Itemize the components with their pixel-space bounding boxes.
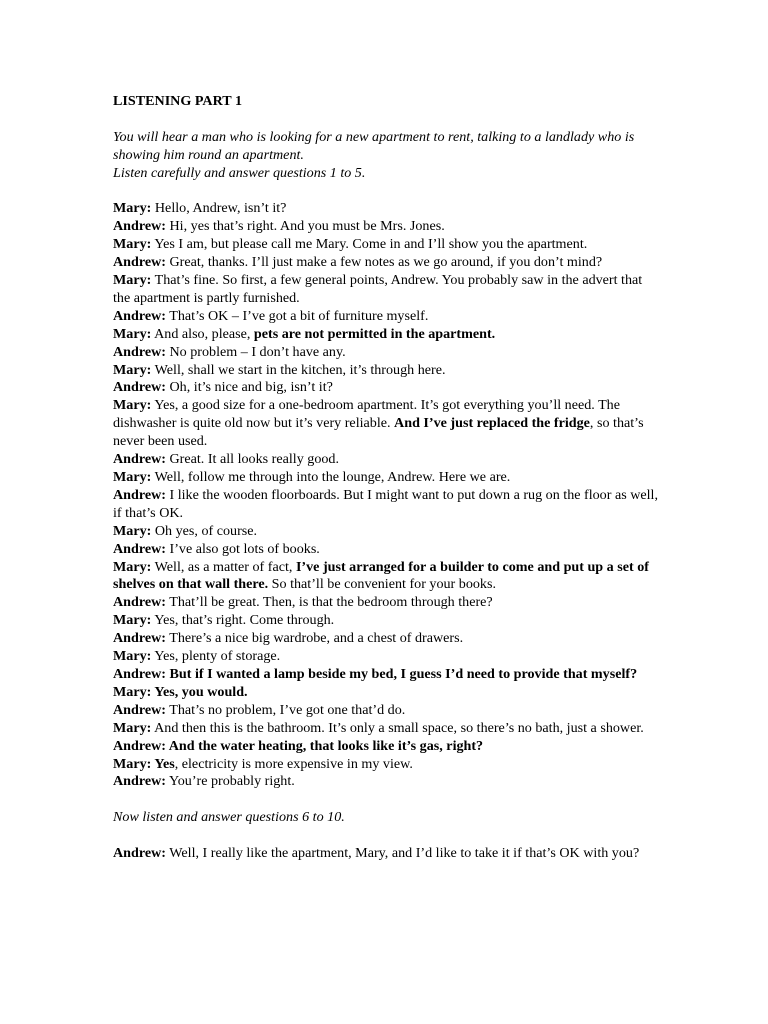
speaker-name: Andrew: [113,486,166,503]
dialogue-text: , electricity is more expensive in my view. [174,755,413,772]
dialogue-text: Hello, Andrew, isn’t it? [151,200,287,217]
emphasized-text: I’ve just arranged for a builder to come and put up a set of shelves on that wall there. [113,558,649,593]
speaker-name: Andrew: [113,737,166,754]
dialogue-line [113,594,661,612]
dialogue-text: That’s fine. So first, a few general points, Andrew. You probably saw in the advert that the apartment is partly furnished. [113,272,643,306]
emphasized-text: And the water heating, that looks like it’s gas, right? [165,737,484,754]
dialogue-text: Well, as a matter of fact, [151,558,296,575]
dialogue-line [113,397,661,451]
dialogue-line [113,630,661,648]
emphasized-text: But if I wanted a lamp beside my bed, I guess I’d need to provide that myself? [165,665,638,682]
dialogue-text: Yes, a good size for a one-bedroom apartment. It’s got everything you’ll need. The dishwasher is quite old now but it’s very reliable. [113,397,620,432]
speaker-name: Mary: [113,558,152,575]
dialogue-text: I like the wooden floorboards. But I might want to put down a rug on the floor as well, if that’s OK. [113,486,658,521]
dialogue-line [113,308,661,326]
speaker-name: Andrew: [113,773,166,790]
dialogue-line [113,326,661,344]
speaker-name: Mary: [113,272,152,289]
spacer [113,827,661,845]
dialogue-line [113,451,661,469]
section-note: Now listen and answer questions 6 to 10. [113,809,345,826]
dialogue-text: Oh, it’s nice and big, isn’t it? [165,379,333,396]
dialogue-line [113,523,661,541]
speaker-name: Andrew: [113,254,166,271]
dialogue-text: Yes I am, but please call me Mary. Come in and I’ll show you the apartment. [151,236,588,253]
speaker-name: Mary: [113,325,152,342]
speaker-name: Mary: [113,361,152,378]
speaker-name: Mary: [113,648,152,665]
dialogue-text: Oh yes, of course. [151,522,258,539]
dialogue-text: Well, shall we start in the kitchen, it’s through here. [151,361,446,378]
dialogue-line [113,756,661,774]
dialogue-line [113,648,661,666]
dialogue-text: You’re probably right. [165,773,295,790]
dialogue-line [113,200,661,218]
dialogue-line [113,684,661,702]
dialogue-text: Great, thanks. I’ll just make a few notes as we go around, if you don’t mind? [165,254,603,271]
page-title: LISTENING PART 1 [113,93,242,109]
speaker-name: Andrew: [113,451,166,468]
emphasized-text: pets are not permitted in the apartment. [253,325,496,342]
dialogue-line [113,362,661,380]
speaker-name: Mary: [113,683,152,700]
instructions-text [113,129,661,183]
emphasized-text: Yes [151,755,175,772]
dialogue-line [113,541,661,559]
dialogue-line [113,666,661,684]
dialogue-line [113,738,661,756]
dialogue-text: There’s a nice big wardrobe, and a chest of drawers. [165,630,464,647]
spacer [113,183,661,201]
dialogue-transcript-part2 [113,845,661,863]
dialogue-text: I’ve also got lots of books. [165,540,320,557]
dialogue-line [113,254,661,272]
spacer [113,111,661,129]
dialogue-line [113,773,661,791]
dialogue-text: Well, follow me through into the lounge, Andrew. Here we are. [151,469,511,485]
emphasized-text: Yes, you would. [151,683,248,700]
speaker-name: Mary: [113,755,152,772]
dialogue-text: And also, please, [151,325,254,342]
dialogue-line [113,720,661,738]
dialogue-text: No problem – I don’t have any. [165,343,346,360]
speaker-name: Andrew: [113,845,166,861]
document-page [113,93,661,863]
spacer [113,791,661,809]
speaker-name: Mary: [113,719,152,736]
speaker-name: Mary: [113,522,152,539]
dialogue-line [113,272,661,308]
dialogue-text: That’s no problem, I’ve got one that’d do. [165,701,406,718]
dialogue-transcript [113,200,661,791]
speaker-name: Andrew: [113,343,166,360]
speaker-name: Andrew: [113,218,166,235]
dialogue-text: So that’ll be convenient for your books. [268,576,496,593]
dialogue-line [113,469,661,487]
dialogue-text: Great. It all looks really good. [165,451,339,468]
speaker-name: Andrew: [113,665,166,682]
dialogue-line [113,702,661,720]
dialogue-line [113,379,661,397]
dialogue-text: , so that’s never been used. [113,415,644,450]
speaker-name: Mary: [113,200,152,217]
speaker-name: Andrew: [113,701,166,718]
speaker-name: Mary: [113,236,152,253]
dialogue-text: And then this is the bathroom. It’s only a small space, so there’s no bath, just a shower. [151,719,644,736]
dialogue-text: Well, I really like the apartment, Mary, and I’d like to take it if that’s OK with you? [165,845,640,861]
speaker-name: Andrew: [113,540,166,557]
speaker-name: Andrew: [113,594,166,611]
dialogue-line [113,344,661,362]
instructions-line2: Listen carefully and answer questions 1 to 5. [113,164,366,181]
instructions-line1: You will hear a man who is looking for a new apartment to rent, talking to a landlady who is showing him round an apartment. [113,128,635,163]
dialogue-text: That’ll be great. Then, is that the bedroom through there? [165,594,493,611]
emphasized-text: And I’ve just replaced the fridge [394,415,590,432]
dialogue-text: Yes, plenty of storage. [151,648,281,665]
dialogue-line [113,845,661,863]
speaker-name: Mary: [113,469,152,485]
dialogue-line [113,236,661,254]
speaker-name: Andrew: [113,307,166,324]
dialogue-line [113,487,661,523]
speaker-name: Mary: [113,612,152,629]
dialogue-text: Yes, that’s right. Come through. [151,612,335,629]
speaker-name: Mary: [113,397,152,414]
dialogue-text: Hi, yes that’s right. And you must be Mrs. Jones. [165,218,445,235]
dialogue-text: That’s OK – I’ve got a bit of furniture myself. [165,307,429,324]
dialogue-line [113,559,661,595]
dialogue-line [113,612,661,630]
speaker-name: Andrew: [113,379,166,396]
dialogue-line [113,218,661,236]
speaker-name: Andrew: [113,630,166,647]
